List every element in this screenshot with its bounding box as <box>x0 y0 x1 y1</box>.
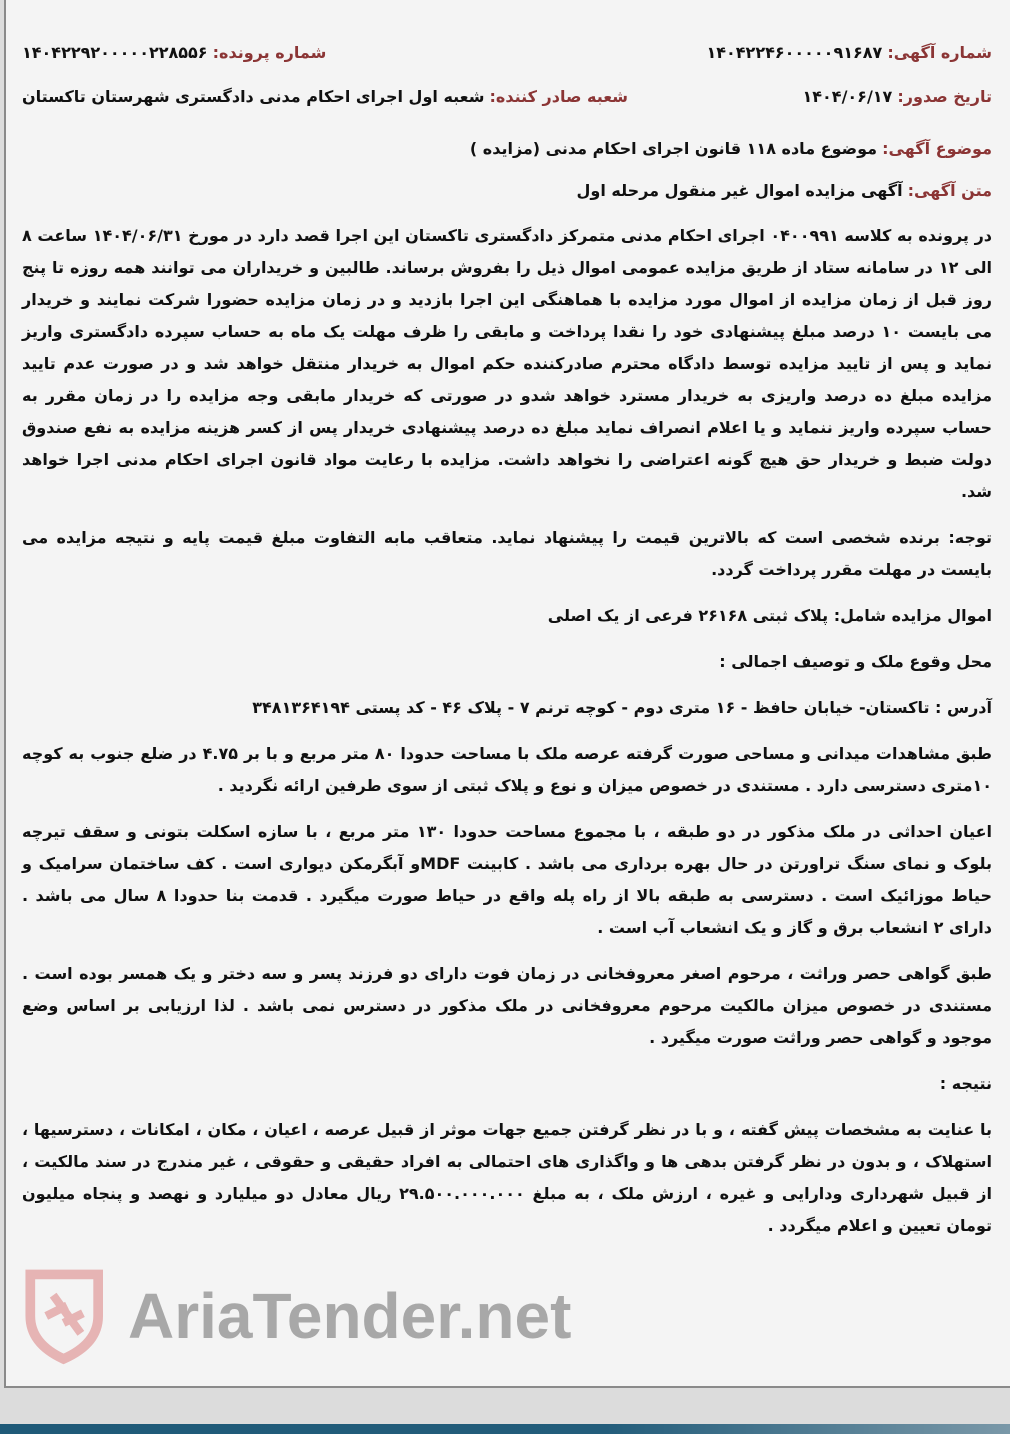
watermark <box>22 1266 992 1366</box>
issuer-value: شعبه اول اجرای احکام مدنی دادگستری شهرستان تاکستان <box>22 87 485 106</box>
file-number-field <box>22 40 686 66</box>
result-paragraph: با عنایت به مشخصات پیش گفته ، و با در نظر گرفتن جمیع جهات موثر از قبیل عرصه ، اعیان ، مکان ، امکانات ، دسترسیها ، استهلاک ، و بدون در نظر گرفتن بدهی ها و واگذاری های احتمالی به افراد حقیقی و حقوقی ، غیر مندرج در سند مالکیت ، از قبیل شهرداری ودارایی و غیره ، ارزش ملک ، به مبلغ ۲۹.۵۰۰.۰۰۰.۰۰۰ ریال معادل دو میلیارد و نهصد و پنجاه میلیون تومان تعیین و اعلام میگردد . <box>22 1120 992 1235</box>
taskbar <box>0 1424 1010 1434</box>
auction-items-paragraph: اموال مزایده شامل: پلاک ثبتی ۲۶۱۶۸ فرعی از یک اصلی <box>547 606 992 625</box>
issue-date-field <box>803 84 993 110</box>
body-title-field <box>22 178 992 204</box>
ad-number-field <box>706 40 992 66</box>
file-number-label: شماره پرونده: <box>212 43 327 62</box>
issue-date-label: تاریخ صدور: <box>897 87 992 106</box>
header-row-1 <box>22 40 992 66</box>
subject-label: موضوع آگهی: <box>882 139 992 158</box>
inheritance-paragraph: طبق گواهی حصر وراثت ، مرحوم اصغر معروفخانی در زمان فوت دارای دو فرزند پسر و سه دختر و یک همسر بوده است . مستندی در خصوص میزان مالکیت مرحوم معروفخانی در ملک مذکور در دسترس نمی باشد . لذا ارزیابی بر اساس وضع موجود و گواهی حصر وراثت صورت میگیرد . <box>22 964 992 1047</box>
address-paragraph: آدرس : تاکستان- خیابان حافظ - ۱۶ متری دوم - کوچه ترنم ۷ - پلاک ۴۶ - کد پستی ۳۴۸۱۳۶۴۱۹۴ <box>252 698 992 717</box>
issue-date-value: ۱۴۰۴/۰۶/۱۷ <box>802 87 893 106</box>
issuer-label: شعبه صادر کننده: <box>489 87 629 106</box>
body-title: آگهی مزایده اموال غیر منقول مرحله اول <box>576 181 903 200</box>
building-description-paragraph: اعیان احداثی در ملک مذکور در دو طبقه ، با مجموع مساحت حدودا ۱۳۰ متر مربع ، با سازه اسکلت بتونی و سقف تیرچه بلوک و نمای سنگ تراورتن در حال بهره برداری می باشد . کابینت MDFو آبگرمکن دیواری است . کف ساختمان سرامیک و حیاط موزائیک است . دسترسی به طبقه بالا از راه پله واقع در حیاط صورت میگیرد . قدمت بنا حدودا ۸ سال می باشد . دارای ۲ انشعاب برق و گاز و یک انشعاب آب است . <box>22 822 993 937</box>
subject-value: موضوع ماده ۱۱۸ قانون اجرای احکام مدنی (مزایده ) <box>469 139 878 158</box>
notice-paragraph: توجه: برنده شخصی است که بالاترین قیمت را پیشنهاد نماید. متعاقب مابه التفاوت مبلغ قیمت پایه و نتیجه مزایده می بایست در مهلت مقرر پرداخت گردد. <box>22 528 992 579</box>
location-heading: محل وقوع ملک و توصیف اجمالی : <box>719 652 992 671</box>
ad-detail-panel <box>4 0 1010 1388</box>
body-label: متن آگهی: <box>907 181 992 200</box>
land-description-paragraph: طبق مشاهدات میدانی و مساحی صورت گرفته عرصه ملک با مساحت حدودا ۸۰ متر مربع و با بر ۴.۷۵ در ضلع جنوب به کوچه ۱۰متری دسترسی دارد . مستندی در خصوص میزان و نوع و پلاک ثبتی از سوی طرفین ارائه نگردید . <box>22 744 993 795</box>
issuer-field <box>22 84 783 110</box>
subject-field <box>22 136 992 162</box>
file-number-value: ۱۴۰۴۲۲۹۲۰۰۰۰۰۲۲۸۵۵۶ <box>22 43 208 62</box>
ad-number-label: شماره آگهی: <box>887 43 992 62</box>
watermark-text: AriaTender.net <box>128 1280 572 1352</box>
auction-terms-paragraph: در پرونده به کلاسه ۰۴۰۰۹۹۱ اجرای احکام مدنی متمرکز دادگستری تاکستان این اجرا قصد دارد در مورخ ۱۴۰۴/۰۶/۳۱ ساعت ۸ الی ۱۲ در سامانه ستاد از طریق مزایده عمومی اموال ذیل را بفروش برساند. طالبین و خریداران می توانند همه روزه تا پنج روز قبل از زمان مزایده از اموال مورد مزایده با هماهنگی این اجرا بازدید و در زمان مزایده حضورا شرکت نمایند و خریدار می بایست ۱۰ درصد مبلغ پیشنهادی خود را نقدا پرداخت و مابقی را ظرف مهلت یک ماه به حساب سپرده دادگستری واریز نماید و پس از تایید مزایده توسط دادگاه محترم صادرکننده حکم اموال به خریدار منتقل خواهد شد و در صورت عدم تایید مزایده مبلغ ده درصد واریزی به خریدار مسترد خواهد شدو در صورتی که خریدار مابقی وجه مزایده را در زمان مقرر به حساب سپرده واریز ننماید و یا اعلام انصراف نماید مبلغ ده درصد پیشنهادی خریدار پس از کسر هزینه مزایده به نفع صندوق دولت ضبط و خریدار حق هیچ گونه اعتراضی را نخواهد داشت. مزایده با رعایت مواد قانون اجرای احکام مدنی اجرا خواهد شد. <box>22 226 992 501</box>
header-row-2 <box>22 84 992 110</box>
aria-tender-logo-icon <box>22 1266 112 1366</box>
result-heading: نتیجه : <box>939 1074 992 1093</box>
ad-number-value: ۱۴۰۴۲۲۴۶۰۰۰۰۰۹۱۶۸۷ <box>706 43 883 62</box>
